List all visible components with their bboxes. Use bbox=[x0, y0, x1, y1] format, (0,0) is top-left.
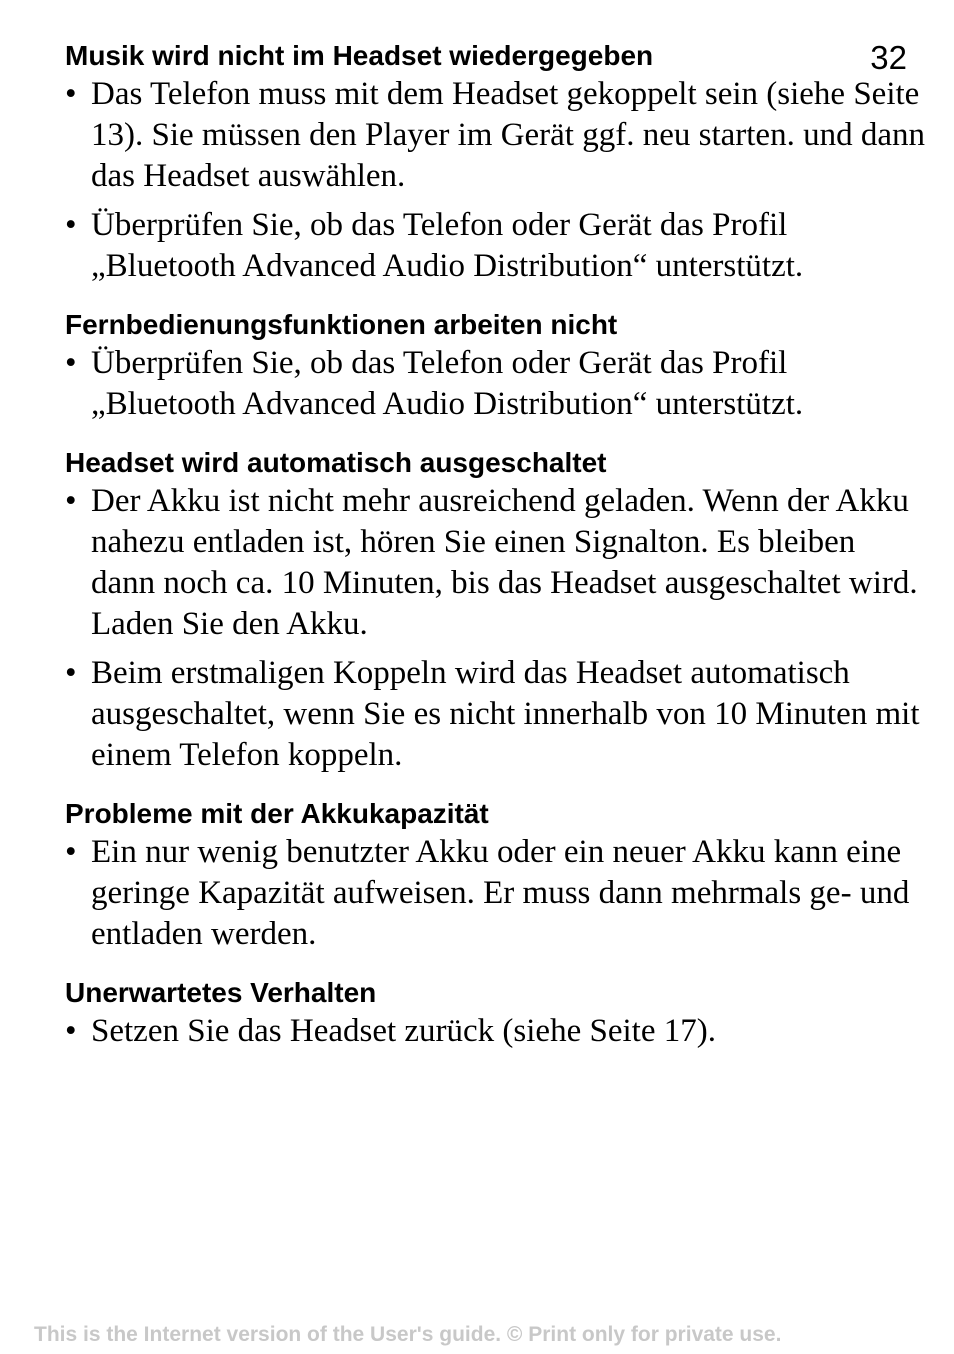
section-heading: Musik wird nicht im Headset wiedergegeben bbox=[65, 40, 654, 71]
section-remote-functions bbox=[65, 307, 925, 425]
list-item bbox=[65, 1011, 925, 1052]
section-auto-power-off bbox=[65, 445, 925, 776]
section-battery-capacity bbox=[65, 796, 925, 955]
list-item-text: Der Akku ist nicht mehr ausreichend geladen. Wenn der Akku nahezu entladen ist, hören Sie einen Signalton. Es bleiben dann noch ca. 10 Minuten, bis das Headset ausgeschaltet wird. Laden Sie den Akku. bbox=[91, 483, 918, 642]
section-heading: Headset wird automatisch ausgeschaltet bbox=[65, 447, 607, 478]
bullet-icon: • bbox=[65, 207, 77, 243]
bullet-list bbox=[65, 481, 925, 776]
bullet-icon: • bbox=[65, 76, 77, 112]
bullet-icon: • bbox=[65, 1013, 77, 1049]
list-item bbox=[65, 205, 925, 287]
list-item-text: Beim erstmaligen Koppeln wird das Headset automatisch ausgeschaltet, wenn Sie es nicht innerhalb von 10 Minuten mit einem Telefon koppeln. bbox=[91, 655, 920, 773]
bullet-list bbox=[65, 74, 925, 287]
page-content bbox=[65, 38, 925, 1052]
list-item bbox=[65, 653, 925, 776]
bullet-list bbox=[65, 1011, 925, 1052]
page-number: 32 bbox=[870, 39, 907, 76]
list-item-text: Ein nur wenig benutzter Akku oder ein neuer Akku kann eine geringe Kapazität aufweisen. Er muss dann mehrmals ge- und entladen werden. bbox=[91, 834, 910, 952]
footer-note: This is the Internet version of the User's guide. © Print only for private use. bbox=[34, 1323, 782, 1346]
section-heading: Fernbedienungsfunktionen arbeiten nicht bbox=[65, 309, 618, 340]
bullet-icon: • bbox=[65, 345, 77, 381]
list-item bbox=[65, 343, 925, 425]
bullet-icon: • bbox=[65, 483, 77, 519]
list-item-text: Überprüfen Sie, ob das Telefon oder Gerät das Profil „Bluetooth Advanced Audio Distribution“ unterstützt. bbox=[91, 345, 804, 422]
section-unexpected-behavior bbox=[65, 975, 925, 1052]
bullet-icon: • bbox=[65, 655, 77, 691]
section-heading: Unerwartetes Verhalten bbox=[65, 977, 377, 1008]
bullet-list bbox=[65, 832, 925, 955]
list-item bbox=[65, 481, 925, 645]
section-music-not-playing bbox=[65, 38, 925, 287]
list-item-text: Überprüfen Sie, ob das Telefon oder Gerät das Profil „Bluetooth Advanced Audio Distribution“ unterstützt. bbox=[91, 207, 804, 284]
list-item bbox=[65, 832, 925, 955]
list-item-text: Das Telefon muss mit dem Headset gekoppelt sein (siehe Seite 13). Sie müssen den Player im Gerät ggf. neu starten. und dann das Headset auswählen. bbox=[91, 76, 925, 194]
section-heading: Probleme mit der Akkukapazität bbox=[65, 798, 489, 829]
bullet-icon: • bbox=[65, 834, 77, 870]
bullet-list bbox=[65, 343, 925, 425]
list-item bbox=[65, 74, 925, 197]
list-item-text: Setzen Sie das Headset zurück (siehe Seite 17). bbox=[91, 1013, 716, 1049]
